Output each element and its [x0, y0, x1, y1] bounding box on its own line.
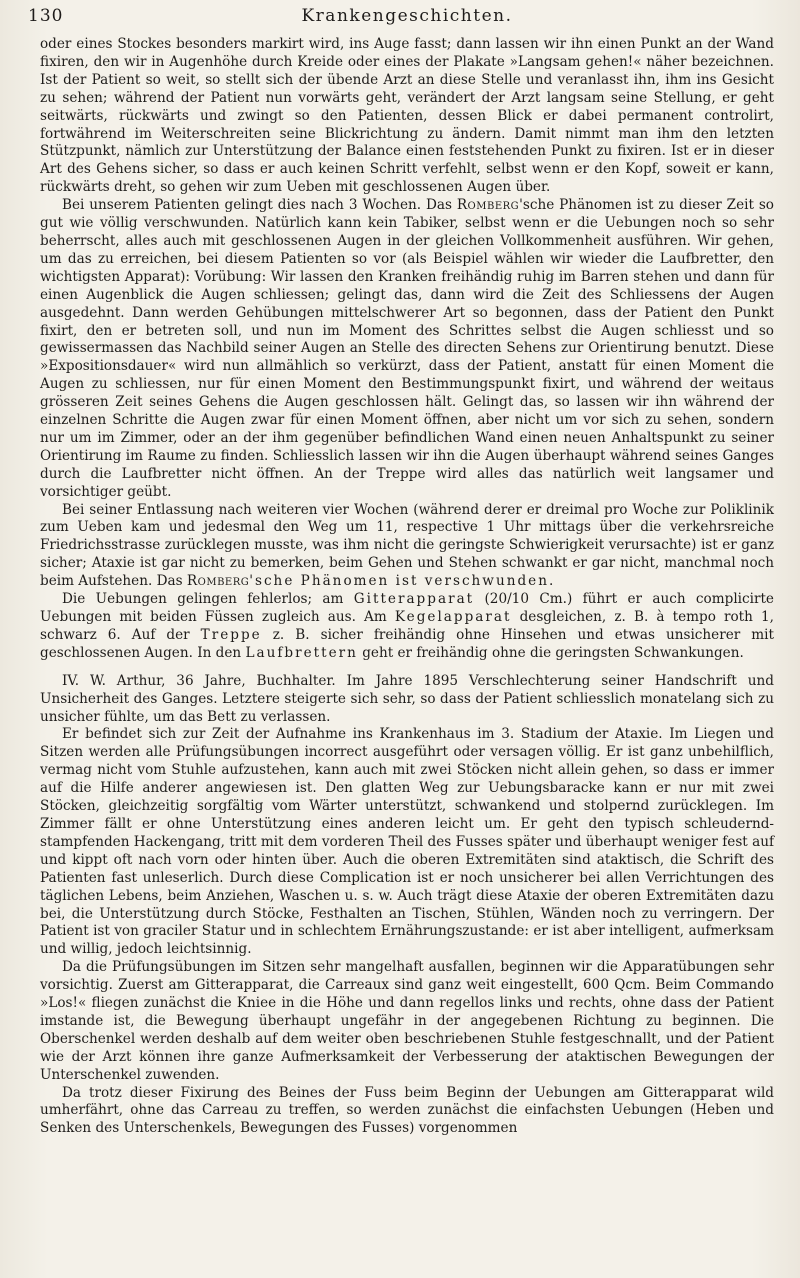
text-run: desgleichen, z. B. à tempo roth 1, schwarz 6. Auf der: [40, 609, 774, 643]
page-number: 130: [28, 6, 64, 26]
text-run-smallcaps: Romberg: [186, 573, 250, 590]
text-run: Die Uebungen gelingen fehlerlos; am: [62, 591, 354, 608]
text-run-spaced: 'sche Phänomen ist verschwunden.: [249, 573, 556, 590]
paragraph: [40, 502, 774, 592]
text-run: Bei seiner Entlassung nach weiteren vier Wochen (während derer er dreimal pro Woche zur Poliklinik zum Ueben kam und jedesmal den Weg um 11, respective 1 Uhr mittags über die verkehrsreiche Friedrichsstrasse zurücklegen musste, was ihm nicht die geringste Schwierigkeit verursachte) ist er ganz sicher; Ataxie ist gar nicht zu bemerken, beim Gehen und Stehen schwankt er gar nicht, manchmal noch beim Aufstehen. Das: [40, 501, 774, 590]
text-run-smallcaps: Romberg: [456, 197, 520, 214]
paragraph: [40, 197, 774, 501]
paragraph: [40, 726, 774, 959]
text-run-spaced: Laufbrettern: [245, 644, 358, 661]
text-run: Da trotz dieser Fixirung des Beines der Fuss beim Beginn der Uebungen am Gitterapparat wild umherfährt, ohne das Carreau zu treffen, so werden zunächst die einfachsten Uebungen (Heben und Senken des Unterschenkels, Bewegungen des Fusses) vorgenommen: [40, 1084, 774, 1137]
paragraph: [40, 591, 774, 663]
text-run: Bei unserem Patienten gelingt dies nach 3 Wochen. Das: [62, 197, 457, 214]
text-run-spaced: Kegelapparat: [394, 609, 512, 625]
text-run: z. B. sicher freihändig ohne Hinsehen und etwas unsicherer mit geschlossenen Augen. In den: [40, 626, 774, 661]
paragraph: [40, 1085, 774, 1139]
text-run-spaced: Treppe: [200, 626, 262, 643]
text-run: 'sche Phänomen ist zu dieser Zeit so gut wie völlig verschwunden. Natürlich kann kein Tabiker, selbst wenn er die Uebungen noch so sehr beherrscht, alles auch mit geschlossenen Augen in der gleichen Vollkommenheit ausführen. Wir gehen, um das zu erreichen, bei diesem Patienten so vor (als Beispiel wählen wir wieder die Laufbretter, den wichtigsten Apparat): Vorübung: Wir lassen den Kranken freihändig ruhig im Barren stehen und dann für einen Augenblick die Augen schliessen; gelingt das, dann wird die Zeit des Schliessens der Augen ausgedehnt. Dann werden Gehübungen mittelschwerer Art so begonnen, dass der Patient den Punkt fixirt, den er betreten soll, und nun im Moment des Schrittes selbst die Augen schliesst und so gewissermassen das Nachbild seiner Augen an Stelle des directen Sehens zur Orientirung benutzt. Diese »Expositionsdauer« wird nun allmählich so verkürzt, dass der Patient, anstatt für einen Moment die Augen zu schliessen, nur für einen Moment den Bestimmungspunkt fixirt, und während der weitaus grösseren Zeit seines Gehens die Augen geschlossen hält. Gelingt das, so lassen wir ihn während der einzelnen Schritte die Augen zwar für einen Moment öffnen, aber nicht um vor sich zu sehen, sondern nur um im Zimmer, oder an der ihm gegenüber befindlichen Wand einen neuen Anhaltspunkt zu seiner Orientirung im Raume zu finden. Schliesslich lassen wir ihn die Augen überhaupt während seines Ganges durch die Laufbretter nicht öffnen. An der Treppe wird alles das natürlich weit langsamer und vorsichtiger geübt.: [40, 197, 774, 500]
text-run: Er befindet sich zur Zeit der Aufnahme ins Krankenhaus im 3. Stadium der Ataxie. Im Liegen und Sitzen werden alle Prüfungsübungen incorrect ausgeführt oder versagen völlig. Er ist ganz unbehilflich, vermag nicht vom Stuhle aufzustehen, kann auch mit zwei Stöcken nicht allein gehen, so dass er immer auf die Hilfe anderer angewiesen ist. Den glatten Weg zur Uebungsbaracke kann er nur mit zwei Stöcken, gleichzeitig sorgfältig vom Wärter unterstützt, schwankend und stolpernd zurücklegen. Im Zimmer fällt er ohne Unterstützung eines anderen leicht um. Er geht den typisch schleudernd-stampfenden Hackengang, tritt mit dem vorderen Theil des Fusses später und überhaupt weniger fest auf und kippt oft nach vorn oder hinten über. Auch die oberen Extremitäten sind ataktisch, die Schrift des Patienten fast unleserlich. Durch diese Complication ist er noch unsicherer bei allen Verrichtungen des täglichen Lebens, beim Anziehen, Waschen u. s. w. Auch trägt diese Ataxie der oberen Extremitäten dazu bei, die Unterstützung durch Stöcke, Festhalten an Tischen, Stühlen, Wänden noch zu verringern. Der Patient ist von graciler Statur und in schlechtem Ernährungszustande: er ist aber intelligent, aufmerksam und willig, jedoch leichtsinnig.: [40, 726, 774, 958]
body-text: [40, 36, 774, 1138]
case-heading-paragraph: [40, 673, 774, 727]
paragraph: [40, 959, 774, 1084]
text-run-spaced: Gitterapparat: [353, 591, 475, 608]
text-run: IV. W. Arthur, 36 Jahre, Buchhalter. Im Jahre 1895 Verschlechterung seiner Handschrift und Unsicherheit des Ganges. Letztere steigerte sich sehr, so dass der Patient schliesslich monatelang sich zu unsicher fühlte, um das Bett zu verlassen.: [40, 672, 774, 725]
text-run: oder eines Stockes besonders markirt wird, ins Auge fasst; dann lassen wir ihn einen Punkt an der Wand fixiren, den wir in Augenhöhe durch Kreide oder eines der Plakate »Langsam gehen!« näher bezeichnen. Ist der Patient so weit, so stellt sich der übende Arzt an diese Stelle und veranlasst ihn, ihm ins Gesicht zu sehen; während der Patient nun vorwärts geht, verändert der Arzt langsam seine Stellung, er geht seitwärts, rückwärts und zwingt so den Patienten, dessen Blick er dabei permanent controlirt, fortwährend im Weiterschreiten seine Blickrichtung zu ändern. Damit nimmt man ihm den letzten Stützpunkt, nämlich zur Unterstützung der Balance einen feststehenden Punkt zu fixiren. Ist er in dieser Art des Gehens sicher, so dass er auch keinen Schritt verfehlt, selbst wenn er den Kopf, soweit er kann, rückwärts dreht, so gehen wir zum Ueben mit geschlossenen Augen über.: [40, 36, 774, 196]
running-title: Krankengeschichten.: [301, 6, 513, 26]
paragraph: [40, 36, 774, 197]
text-run: geht er freihändig ohne die geringsten Schwankungen.: [357, 644, 744, 661]
text-run: Da die Prüfungsübungen im Sitzen sehr mangelhaft ausfallen, beginnen wir die Apparatübungen sehr vorsichtig. Zuerst am Gitterapparat, die Carreaux sind ganz weit eingestellt, 600 Qcm. Beim Commando »Los!« fliegen zunächst die Kniee in die Höhe und dann regellos links und rechts, ohne dass der Patient imstande ist, die Bewegung überhaupt ungefähr in der angegebenen Richtung zu beginnen. Die Oberschenkel werden deshalb auf dem weiter oben beschriebenen Stuhle festgeschnallt, und der Patient wie der Arzt können ihre ganze Aufmerksamkeit der Verbesserung der ataktischen Bewegungen der Unterschenkel zuwenden.: [40, 959, 774, 1083]
running-head: [28, 6, 774, 36]
text-run: (20/10 Cm.) führt er auch complicirte Uebungen mit beiden Füssen zugleich aus. Am: [40, 591, 774, 625]
